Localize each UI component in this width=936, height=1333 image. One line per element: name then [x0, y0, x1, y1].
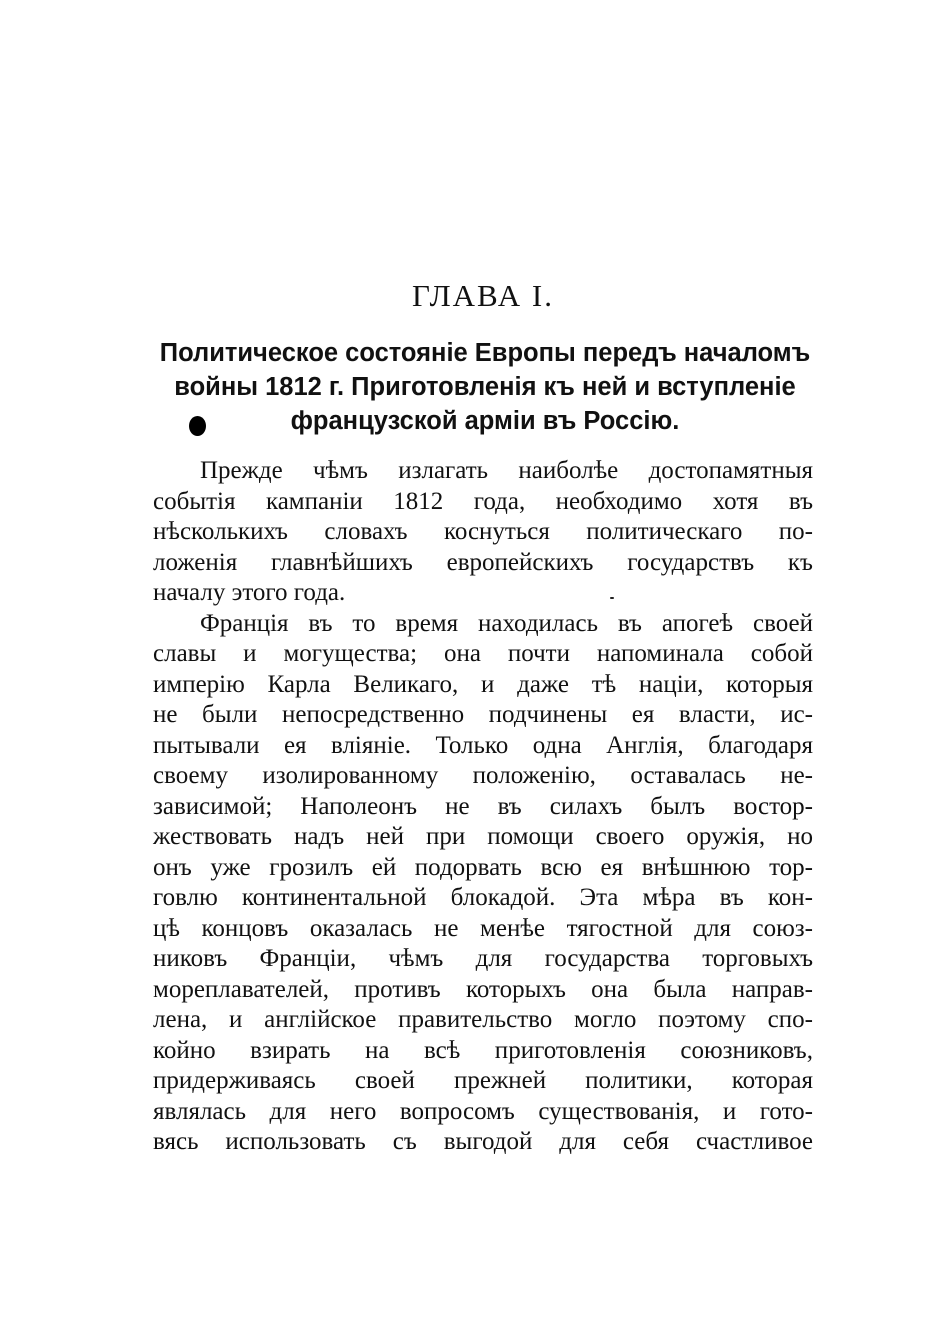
text-line: зависимой; Наполеонъ не въ силахъ былъ востор-	[153, 792, 813, 820]
text-line: жествовать надъ ней при помощи своего оружія, но	[153, 823, 813, 850]
text-line: являлась для него вопросомъ существованія, и гото-	[153, 1097, 813, 1125]
text-line: не были непосредственно подчинены ея власти, ис-	[153, 701, 813, 728]
text-line: Франція въ то время находилась въ апогеѣ своей	[200, 609, 813, 637]
paragraph	[153, 609, 813, 1158]
text-line: пытывали ея вліяніе. Только одна Англія, благодаря	[153, 731, 813, 759]
text-line: славы и могущества; она почти напоминала собой	[153, 640, 813, 667]
text-line: имперію Карла Великаго, и даже тѣ націи, которыя	[153, 670, 813, 698]
text-line: лена, и англійское правительство могло поэтому спо-	[153, 1006, 813, 1033]
chapter-title-line: французской арміи въ Россію.	[290, 407, 680, 435]
text-line: нѣсколькихъ словахъ коснуться политическаго по-	[153, 518, 813, 545]
body-text	[153, 456, 813, 1158]
chapter-title-line: Политическое состояніе Европы передъ началомъ	[159, 339, 811, 367]
text-line: цѣ концовъ оказалась не менѣе тягостной для союз-	[153, 914, 813, 942]
paragraph	[153, 456, 813, 609]
chapter-title	[150, 336, 820, 438]
text-line: ложенія главнѣйшихъ европейскихъ государствъ къ	[153, 548, 813, 576]
text-line: вясь использовать съ выгодой для себя счастливое	[153, 1128, 813, 1155]
text-line: началу этого года.	[153, 579, 346, 606]
ink-blot-mark	[189, 416, 206, 436]
text-line: своему изолированному положенію, оставалась не-	[153, 762, 813, 789]
text-line: мореплавателей, противъ которыхъ она была направ-	[153, 975, 813, 1003]
text-line: онъ уже грозилъ ей подорвать всю ея внѣшнюю тор-	[153, 853, 813, 881]
text-line: койно взирать на всѣ приготовленія союзниковъ,	[153, 1036, 813, 1064]
text-line: событія кампаніи 1812 года, необходимо хотя въ	[153, 487, 813, 515]
chapter-heading: ГЛАВА I.	[412, 278, 554, 313]
text-line: говлю континентальной блокадой. Эта мѣра въ кон-	[153, 884, 813, 911]
text-line: Прежде чѣмъ излагать наиболѣе достопамятныя	[200, 457, 813, 484]
chapter-title-line: войны 1812 г. Приготовленія къ ней и вступленіе	[174, 373, 796, 401]
text-line: придерживаясь своей прежней политики, которая	[153, 1067, 813, 1094]
text-line: никовъ Франціи, чѣмъ для государства торговыхъ	[153, 945, 813, 972]
